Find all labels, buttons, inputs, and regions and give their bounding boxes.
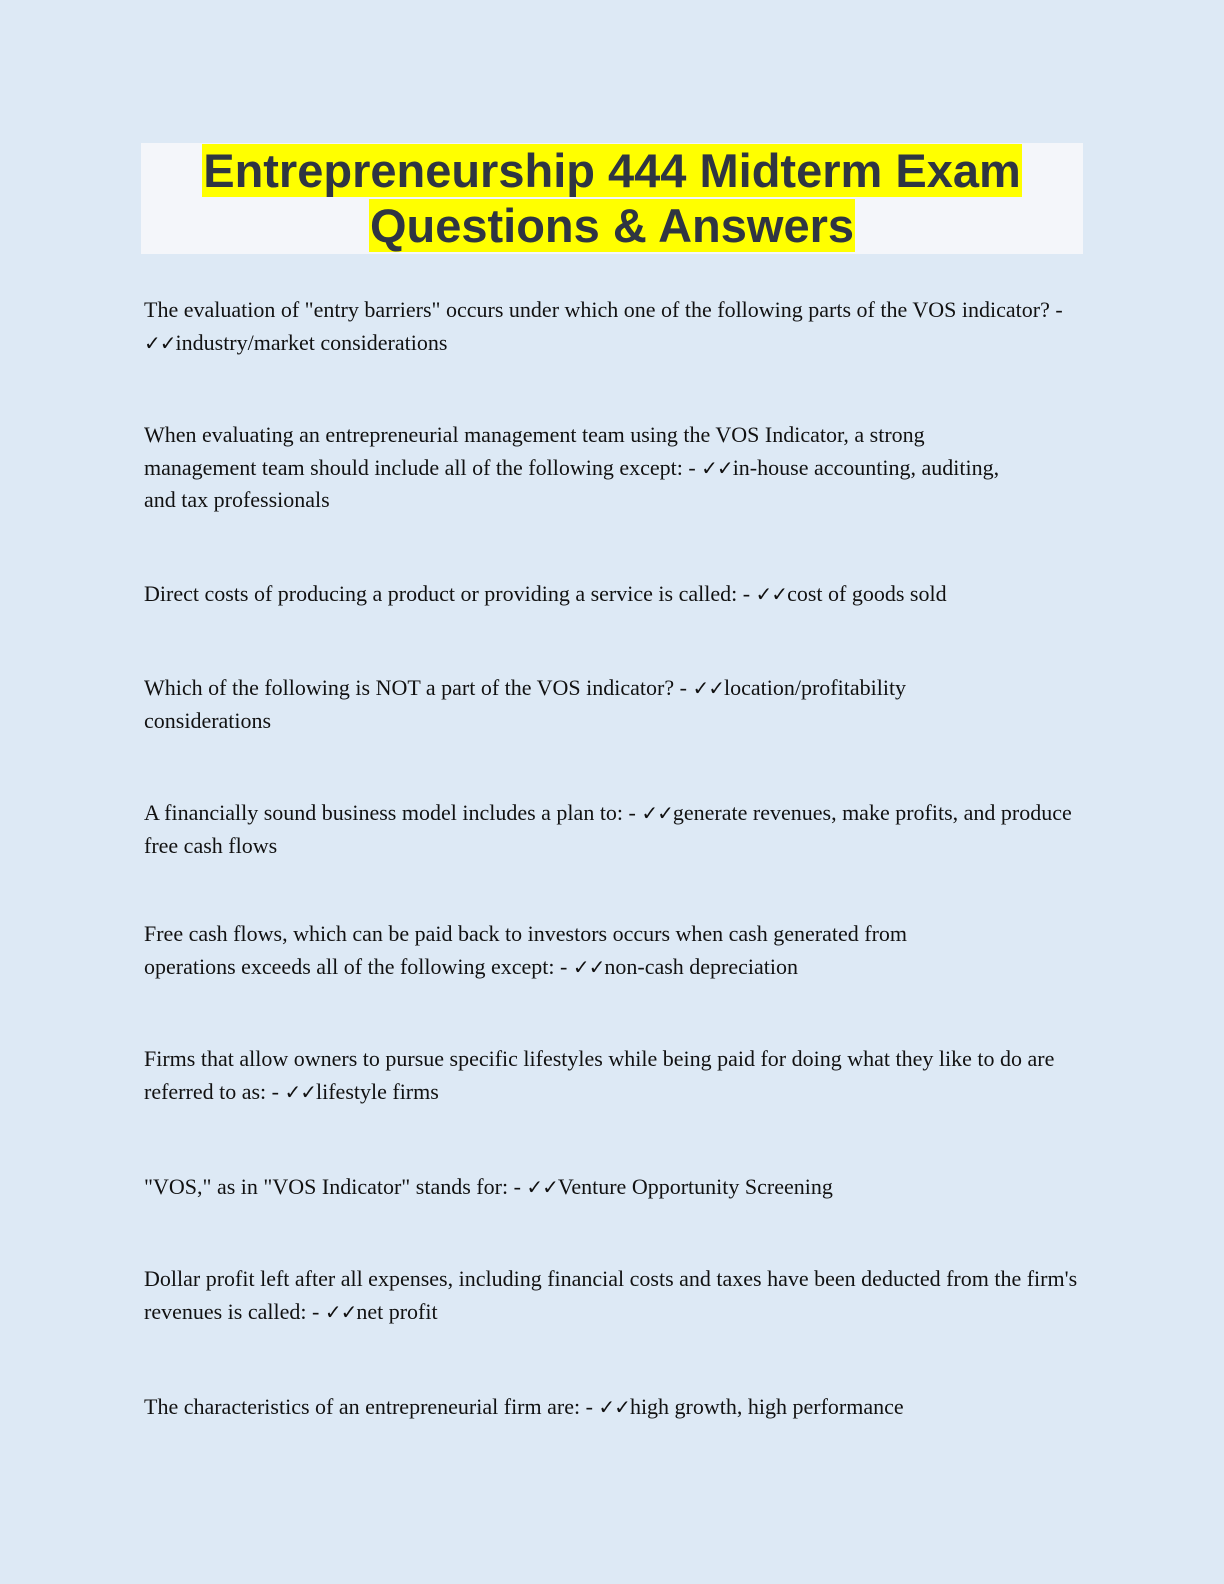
separator: - (1049, 297, 1063, 322)
separator: - (266, 1078, 285, 1104)
double-check-icon: ✓✓ (701, 455, 733, 480)
title-line-1 (141, 143, 1083, 198)
qa-item (144, 1391, 1084, 1424)
question-text: When evaluating an entrepreneurial management team using the VOS Indicator, a strong management team should include all of the following except: (144, 422, 925, 480)
question-text: Dollar profit left after all expenses, including financial costs and taxes have been deducted from the firm's revenues is called: (144, 1266, 1078, 1324)
answer-text: Venture Opportunity Screening (557, 1174, 833, 1199)
document-title (141, 143, 1083, 254)
question-text: Which of the following is NOT a part of the VOS indicator? (144, 675, 675, 700)
answer-text: in-house accounting, auditing, and tax professionals (144, 454, 1000, 512)
double-check-icon: ✓✓ (598, 1395, 630, 1419)
double-check-icon: ✓✓ (526, 1175, 558, 1199)
separator: - (623, 800, 642, 825)
separator: - (554, 953, 573, 979)
answer-text: non-cash depreciation (604, 953, 799, 979)
answer-text: net profit (356, 1298, 438, 1324)
qa-item (144, 672, 1004, 737)
answer-text: lifestyle firms (316, 1078, 439, 1104)
answer-text: cost of goods sold (787, 581, 947, 606)
qa-item (144, 797, 1084, 862)
double-check-icon: ✓✓ (572, 954, 605, 979)
qa-item (144, 1171, 1084, 1204)
question-text: The evaluation of "entry barriers" occurs under which one of the following parts of the VOS indicator? (144, 297, 1050, 322)
question-text: Free cash flows, which can be paid back to investors occurs when cash generated from operations exceeds all of the following except: (144, 921, 908, 979)
question-text: Firms that allow owners to pursue specific lifestyles while being paid for doing what they like to do are referred to as: (144, 1046, 1055, 1104)
double-check-icon: ✓✓ (144, 330, 176, 355)
qa-item (144, 578, 1084, 611)
qa-item (144, 294, 1084, 359)
title-text-2: Questions & Answers (369, 199, 855, 252)
question-text: The characteristics of an entrepreneurial firm are: (144, 1394, 581, 1419)
double-check-icon: ✓✓ (284, 1079, 316, 1104)
answer-text: generate revenues, make profits, and produce free cash flows (144, 800, 1072, 858)
double-check-icon: ✓✓ (692, 676, 724, 700)
qa-item (144, 918, 1004, 983)
qa-item (144, 1043, 1084, 1108)
separator: - (737, 581, 756, 606)
qa-item (144, 1263, 1084, 1328)
answer-text: high growth, high performance (629, 1394, 904, 1419)
answer-text: industry/market considerations (175, 329, 448, 355)
question-text: "VOS," as in "VOS Indicator" stands for: (144, 1174, 509, 1199)
qa-item (144, 419, 1004, 517)
separator: - (682, 454, 702, 480)
title-line-2 (141, 198, 1083, 253)
separator: - (508, 1174, 527, 1199)
separator: - (674, 675, 693, 700)
question-text: A financially sound business model includes a plan to: (144, 800, 624, 825)
title-text-1: Entrepreneurship 444 Midterm Exam (203, 144, 1021, 197)
double-check-icon: ✓✓ (641, 801, 673, 825)
answer-text: location/profitability considerations (144, 675, 907, 733)
double-check-icon: ✓✓ (755, 582, 788, 606)
separator: - (306, 1298, 325, 1324)
separator: - (580, 1394, 599, 1419)
question-text: Direct costs of producing a product or providing a service is called: (144, 581, 738, 606)
double-check-icon: ✓✓ (324, 1299, 357, 1324)
